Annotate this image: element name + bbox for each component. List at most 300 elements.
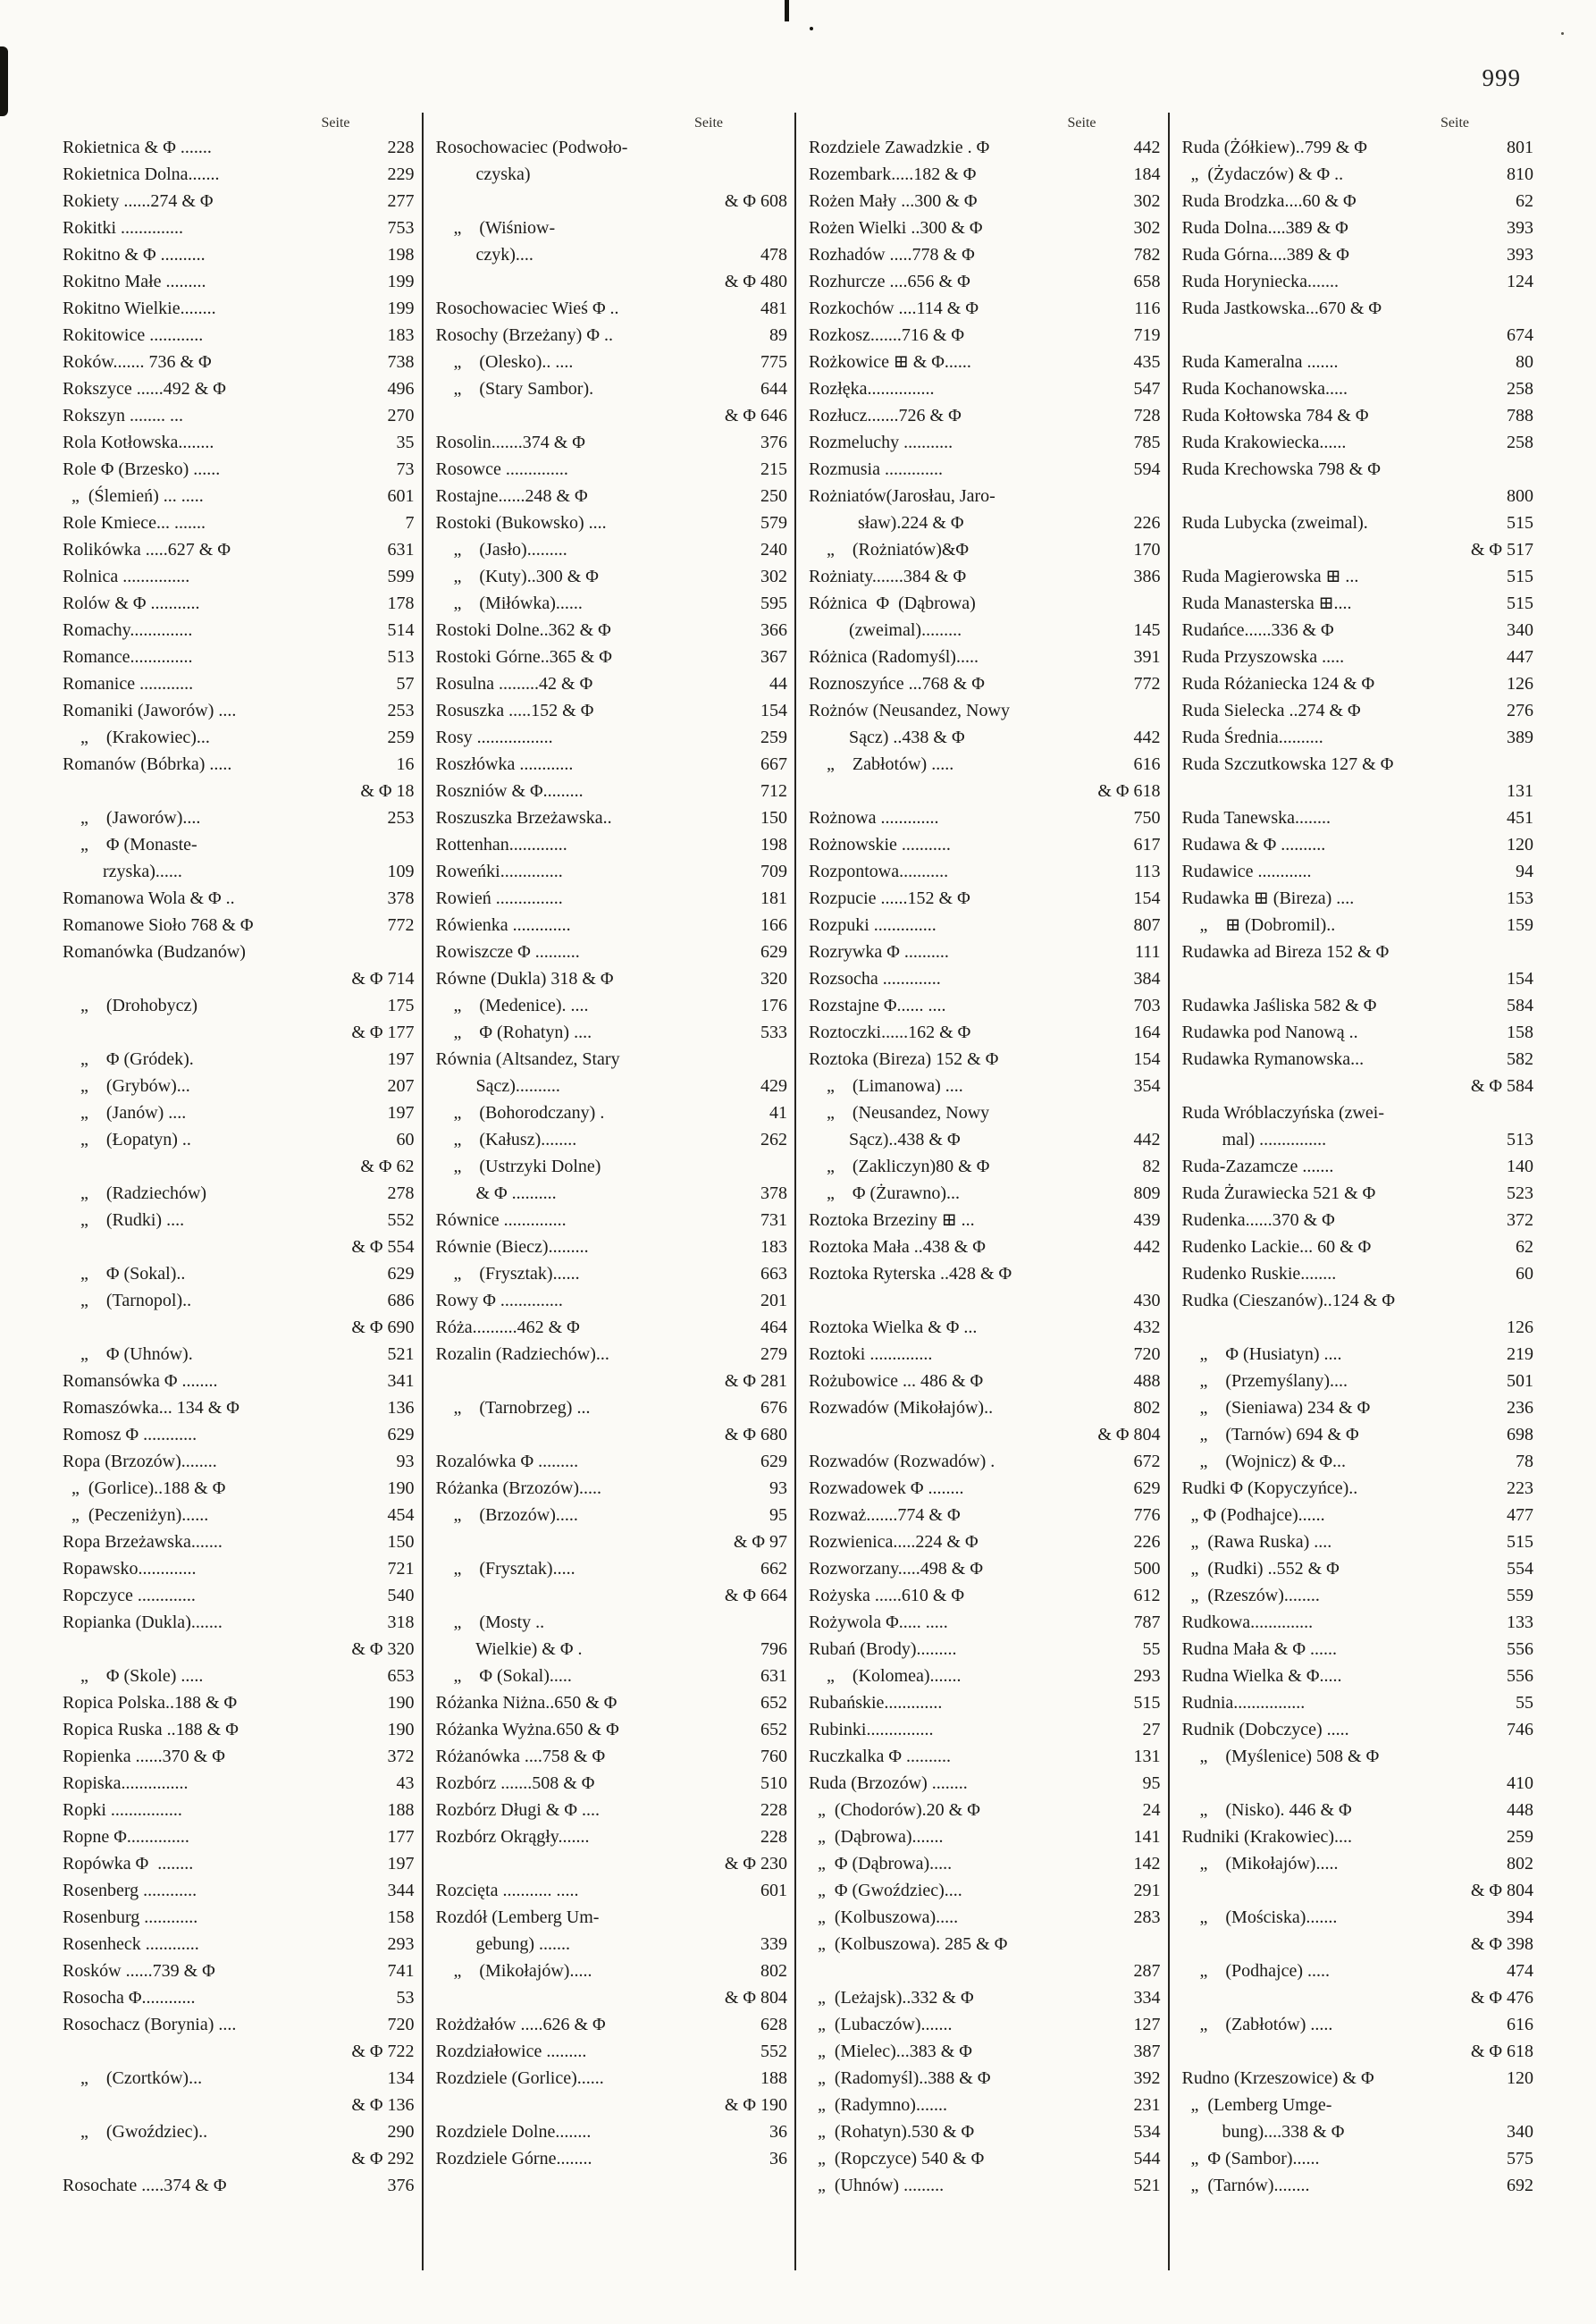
index-entry xyxy=(809,1153,1161,1180)
entry-page: 198 xyxy=(387,245,415,265)
index-entry xyxy=(63,188,415,215)
entry-page: 391 xyxy=(1133,647,1161,667)
entry-name: Rudenko Ruskie........ xyxy=(1181,1264,1337,1284)
entry-page: 228 xyxy=(760,1800,787,1820)
entry-name: „ (Limanowa) .... xyxy=(809,1076,963,1096)
entry-name: Ruda (Brzozów) ........ xyxy=(809,1773,968,1793)
index-entry xyxy=(436,885,788,912)
entry-name: Ropianka (Dukla)....... xyxy=(63,1612,223,1632)
index-entry xyxy=(1182,215,1534,241)
entry-name: Rozstajne Φ...... .... xyxy=(809,996,946,1015)
index-entry xyxy=(436,1609,788,1636)
entry-page: 236 xyxy=(1507,1398,1533,1418)
index-columns xyxy=(63,113,1541,2270)
entry-name: „ (Łopatyn) .. xyxy=(63,1130,191,1149)
entry-page: 113 xyxy=(1134,862,1161,881)
entry-name: „ (Przemyślany).... xyxy=(1181,1371,1348,1391)
entry-page: 134 xyxy=(387,2068,415,2088)
entry-name: „ (Wiśniow- xyxy=(435,218,556,238)
entry-page: 760 xyxy=(760,1747,787,1766)
entry-name: Rosowce .............. xyxy=(435,459,568,479)
entry-page: 201 xyxy=(760,1291,787,1310)
entry-name: & Φ .......... xyxy=(435,1183,557,1203)
entry-page: 802 xyxy=(1507,1854,1533,1874)
entry-page: 750 xyxy=(1133,808,1161,828)
index-entry xyxy=(63,295,415,322)
entry-page: 35 xyxy=(396,433,415,452)
entry-name: Rudnia................ xyxy=(1181,1693,1306,1713)
entry-name: Rosochowaciec (Podwoło- xyxy=(435,138,628,157)
entry-name: Rudkowa.............. xyxy=(1181,1612,1314,1632)
index-entry xyxy=(436,1448,788,1475)
entry-name: Rudawka Jaśliska 582 & Φ xyxy=(1181,996,1377,1015)
index-column-1 xyxy=(63,113,422,2270)
index-entry xyxy=(1182,1958,1534,1984)
entry-name: Ruda Magierowska ⊞ ... xyxy=(1181,567,1359,586)
entry-page: & Φ 722 xyxy=(351,2042,415,2061)
index-entry xyxy=(809,134,1161,161)
entry-name: Roztoki .............. xyxy=(809,1344,933,1364)
index-entry xyxy=(1182,429,1534,456)
entry-name: Roztoczki......162 & Φ xyxy=(809,1023,971,1042)
index-entry xyxy=(1182,939,1534,965)
index-entry xyxy=(436,1743,788,1770)
entry-page: 534 xyxy=(1133,2122,1161,2142)
entry-name: Rozwadów (Rozwadów) . xyxy=(809,1452,995,1471)
index-entry xyxy=(1182,2092,1534,2118)
entry-page: 95 xyxy=(1142,1773,1161,1793)
index-column-2 xyxy=(422,113,795,2270)
index-entry xyxy=(809,1475,1161,1502)
entry-page: 439 xyxy=(1133,1210,1161,1230)
entry-page: 709 xyxy=(760,862,787,881)
entry-name: Rożyska ......610 & Φ xyxy=(809,1586,965,1605)
entry-page: 676 xyxy=(760,1398,787,1418)
entry-name: „ (Uhnów) ......... xyxy=(809,2176,945,2195)
entry-page: 111 xyxy=(1134,942,1161,962)
index-entry xyxy=(436,1260,788,1287)
index-entry xyxy=(809,590,1161,617)
index-entry xyxy=(63,1958,415,1984)
index-entry xyxy=(63,912,415,939)
entry-name: Ruda Tanewska........ xyxy=(1181,808,1331,828)
entry-page: & Φ 714 xyxy=(351,969,415,989)
index-entry xyxy=(63,2092,415,2118)
entry-name: Sącz)..438 & Φ xyxy=(809,1130,961,1149)
index-entry xyxy=(436,161,788,188)
entry-page: 258 xyxy=(1507,379,1533,399)
entry-name: „ (Myślenice) 508 & Φ xyxy=(1181,1747,1380,1766)
entry-page: 515 xyxy=(1507,513,1533,533)
entry-page: & Φ 97 xyxy=(733,1532,787,1552)
entry-page: 631 xyxy=(760,1666,787,1686)
entry-page: 692 xyxy=(1507,2176,1533,2195)
entry-page: 393 xyxy=(1507,245,1533,265)
entry-page: 372 xyxy=(1507,1210,1533,1230)
entry-name: Ruda Lubycka (zweimal). xyxy=(1181,513,1368,533)
entry-page: 190 xyxy=(387,1693,415,1713)
entry-name: Ruda Średnia.......... xyxy=(1181,728,1323,747)
entry-page: 41 xyxy=(769,1103,787,1123)
index-entry xyxy=(63,697,415,724)
entry-name: Romansówka Φ ........ xyxy=(63,1371,218,1391)
index-entry xyxy=(63,751,415,778)
entry-name: Sącz) ..438 & Φ xyxy=(809,728,965,747)
entry-name: Roztoka Ryterska ..428 & Φ xyxy=(809,1264,1012,1284)
index-entry xyxy=(1182,1609,1534,1636)
entry-name: Rozważ.......774 & Φ xyxy=(809,1505,961,1525)
index-column-3 xyxy=(794,113,1168,2270)
entry-page: 142 xyxy=(1133,1854,1161,1874)
entry-name: Rozembark.....182 & Φ xyxy=(809,164,977,184)
entry-page: 89 xyxy=(769,325,787,345)
entry-name: „ (Miłówka)...... xyxy=(435,594,583,613)
entry-page: 258 xyxy=(1507,433,1533,452)
index-entry xyxy=(809,1368,1161,1394)
entry-page: 451 xyxy=(1507,808,1533,828)
entry-name: Rozwadów (Mikołajów).. xyxy=(809,1398,994,1418)
entry-page: 394 xyxy=(1507,1907,1533,1927)
entry-page: 253 xyxy=(387,701,415,720)
index-entry xyxy=(436,939,788,965)
entry-page: 197 xyxy=(387,1049,415,1069)
entry-name: Ruda Różaniecka 124 & Φ xyxy=(1181,674,1375,694)
entry-page: 95 xyxy=(769,1505,787,1525)
index-entry xyxy=(436,2145,788,2172)
index-entry xyxy=(1182,1475,1534,1502)
index-entry xyxy=(436,778,788,804)
index-entry xyxy=(809,751,1161,778)
entry-name: Ruda Górna....389 & Φ xyxy=(1181,245,1349,265)
index-entry xyxy=(436,322,788,349)
entry-name: Ruda Wróblaczyńska (zwei- xyxy=(1181,1103,1385,1123)
index-entry xyxy=(809,697,1161,724)
entry-name: Sącz).......... xyxy=(435,1076,560,1096)
entry-name: „ (Lubaczów)....... xyxy=(809,2015,953,2034)
entry-name: „ (Rzeszów)........ xyxy=(1181,1586,1320,1605)
entry-page: & Φ 398 xyxy=(1470,1934,1533,1954)
entry-name: „ (Ustrzyki Dolne) xyxy=(435,1157,601,1176)
index-entry xyxy=(809,1287,1161,1314)
entry-page: 126 xyxy=(1507,1318,1533,1337)
entry-page: 175 xyxy=(387,996,415,1015)
index-entry xyxy=(1182,483,1534,509)
entry-page: 199 xyxy=(387,299,415,318)
entry-name: Rudna Wielka & Φ..... xyxy=(1181,1666,1342,1686)
entry-name: „ (Nisko). 446 & Φ xyxy=(1181,1800,1352,1820)
entry-name: „ (Rudki) ..552 & Φ xyxy=(1181,1559,1340,1579)
index-entry xyxy=(1182,295,1534,322)
index-entry xyxy=(436,563,788,590)
entry-name: Rokitki .............. xyxy=(63,218,184,238)
index-entry xyxy=(63,1475,415,1502)
index-entry xyxy=(436,1099,788,1126)
entry-name: Romanowe Sioło 768 & Φ xyxy=(63,915,254,935)
entry-page: 293 xyxy=(1133,1666,1161,1686)
entry-name: sław).224 & Φ xyxy=(809,513,964,533)
index-entry xyxy=(63,1421,415,1448)
entry-name: Romaniki (Jaworów) .... xyxy=(63,701,237,720)
entry-page: 291 xyxy=(1133,1881,1161,1900)
entry-page: 629 xyxy=(1133,1478,1161,1498)
entry-page: 514 xyxy=(387,620,415,640)
index-entry xyxy=(63,2118,415,2145)
index-entry xyxy=(1182,1019,1534,1046)
index-entry xyxy=(1182,1368,1534,1394)
index-entry xyxy=(809,1689,1161,1716)
entry-name: Roztoka Brzeziny ⊞ ... xyxy=(809,1210,975,1230)
index-entry xyxy=(63,1207,415,1234)
entry-page: 582 xyxy=(1507,1049,1533,1069)
entry-page: 53 xyxy=(396,1988,415,2008)
entry-name: Ropa Brzeżawska....... xyxy=(63,1532,223,1552)
entry-name: Rozdół (Lemberg Um- xyxy=(435,1907,600,1927)
index-entry xyxy=(436,1421,788,1448)
index-entry xyxy=(436,456,788,483)
index-entry xyxy=(809,1850,1161,1877)
entry-page: 153 xyxy=(1507,888,1533,908)
index-entry xyxy=(436,2011,788,2038)
entry-name: „ (Mikołajów)..... xyxy=(435,1961,592,1981)
index-entry xyxy=(809,1984,1161,2011)
entry-page: 136 xyxy=(387,1398,415,1418)
entry-name: Romaszówka... 134 & Φ xyxy=(63,1398,239,1418)
index-entry xyxy=(436,349,788,375)
entry-page: 60 xyxy=(1516,1264,1533,1284)
entry-name: Rokietnica & Φ ....... xyxy=(63,138,212,157)
entry-name: „ Φ (Sokal).. xyxy=(63,1264,186,1284)
entry-page: 477 xyxy=(1507,1505,1533,1525)
index-entry xyxy=(809,831,1161,858)
entry-page: 62 xyxy=(1516,191,1533,211)
entry-page: 376 xyxy=(760,433,787,452)
scan-artifact xyxy=(0,46,8,116)
index-entry xyxy=(809,1877,1161,1904)
entry-page: 354 xyxy=(1133,1076,1161,1096)
entry-page: 131 xyxy=(1507,781,1533,801)
entry-name: Rozpucie ......152 & Φ xyxy=(809,888,970,908)
index-entry xyxy=(1182,188,1534,215)
entry-name: „ (Kolomea)....... xyxy=(809,1666,962,1686)
index-entry xyxy=(1182,858,1534,885)
entry-page: 776 xyxy=(1133,1505,1161,1525)
index-entry xyxy=(436,1850,788,1877)
entry-page: & Φ 680 xyxy=(724,1425,787,1444)
index-entry xyxy=(809,483,1161,509)
entry-name: „ (Gwoździec).. xyxy=(63,2122,208,2142)
index-entry xyxy=(63,2011,415,2038)
scan-artifact xyxy=(810,27,813,30)
entry-page: 62 xyxy=(1516,1237,1533,1257)
entry-page: 513 xyxy=(1507,1130,1533,1149)
entry-page: 658 xyxy=(1133,272,1161,291)
index-entry xyxy=(1182,2038,1534,2065)
index-entry xyxy=(1182,590,1534,617)
index-column-4 xyxy=(1168,113,1541,2270)
index-entry xyxy=(436,697,788,724)
entry-name: czyska) xyxy=(435,164,531,184)
index-entry xyxy=(63,1555,415,1582)
index-entry xyxy=(63,1609,415,1636)
entry-page: 133 xyxy=(1507,1612,1533,1632)
entry-page: 801 xyxy=(1507,138,1533,157)
entry-page: 594 xyxy=(1133,459,1161,479)
entry-name: „ (Medenice). .... xyxy=(435,996,589,1015)
entry-name: Ropiska............... xyxy=(63,1773,189,1793)
index-entry xyxy=(1182,1797,1534,1823)
index-entry xyxy=(63,1716,415,1743)
index-entry xyxy=(436,1046,788,1073)
entry-page: 190 xyxy=(387,1720,415,1739)
index-entry xyxy=(809,2092,1161,2118)
index-entry xyxy=(1182,1716,1534,1743)
entry-name: Rożnowa ............. xyxy=(809,808,939,828)
entry-name: Ruda Krechowska 798 & Φ xyxy=(1181,459,1381,479)
entry-page: 631 xyxy=(387,540,415,560)
index-entry xyxy=(809,1019,1161,1046)
entry-page: 802 xyxy=(1133,1398,1161,1418)
entry-name: Rokitno Małe ......... xyxy=(63,272,206,291)
entry-page: 496 xyxy=(387,379,415,399)
index-entry xyxy=(63,1984,415,2011)
index-entry xyxy=(809,241,1161,268)
index-entry xyxy=(1182,1046,1534,1073)
index-entry xyxy=(436,1582,788,1609)
entry-page: 219 xyxy=(1507,1344,1533,1364)
index-entry xyxy=(436,1368,788,1394)
entry-page: & Φ 281 xyxy=(724,1371,787,1391)
entry-name: Rudka (Cieszanów)..124 & Φ xyxy=(1181,1291,1395,1310)
index-entry xyxy=(436,831,788,858)
entry-name: Ruda Przyszowska ..... xyxy=(1181,647,1345,667)
entry-name: Rottenhan............. xyxy=(435,835,567,855)
entry-name: „ (Kuty)..300 & Φ xyxy=(435,567,599,586)
index-entry xyxy=(436,134,788,161)
entry-name: Rozkosz.......716 & Φ xyxy=(809,325,965,345)
entry-page: 410 xyxy=(1507,1773,1533,1793)
entry-page: 386 xyxy=(1133,567,1161,586)
index-entry xyxy=(436,375,788,402)
entry-page: 481 xyxy=(760,299,787,318)
index-entry xyxy=(809,1716,1161,1743)
index-entry xyxy=(1182,1663,1534,1689)
entry-name: Rosochowaciec Wieś Φ .. xyxy=(435,299,619,318)
entry-page: 392 xyxy=(1133,2068,1161,2088)
index-entry xyxy=(809,1502,1161,1528)
index-entry xyxy=(1182,912,1534,939)
entry-name: Ruda Horyniecka....... xyxy=(1181,272,1340,291)
index-entry xyxy=(1182,322,1534,349)
entry-name: Ropa (Brzozów)........ xyxy=(63,1452,217,1471)
entry-name: „ (Brzozów)..... xyxy=(435,1505,578,1525)
entry-name: Rozalówka Φ ......... xyxy=(435,1452,579,1471)
entry-name: „ (Leżajsk)..332 & Φ xyxy=(809,1988,974,2008)
entry-name: Ruda Brodzka....60 & Φ xyxy=(1181,191,1357,211)
entry-name: Roztoka Wielka & Φ ... xyxy=(809,1318,978,1337)
entry-name: Różanówka ....758 & Φ xyxy=(435,1747,606,1766)
index-entry xyxy=(436,1797,788,1823)
index-entry xyxy=(809,429,1161,456)
entry-page: 302 xyxy=(760,567,787,586)
entry-name: Wielkie) & Φ . xyxy=(435,1639,583,1659)
entry-page: 554 xyxy=(1507,1559,1533,1579)
entry-name: „ (Radomyśl)..388 & Φ xyxy=(809,2068,991,2088)
entry-page: 378 xyxy=(387,888,415,908)
entry-page: 720 xyxy=(387,2015,415,2034)
entry-name: Rozdziele Górne........ xyxy=(435,2149,592,2168)
entry-name: Rozłucz.......726 & Φ xyxy=(809,406,962,425)
entry-name: Rowień ............... xyxy=(435,888,563,908)
entry-page: 197 xyxy=(387,1103,415,1123)
entry-page: 488 xyxy=(1133,1371,1161,1391)
entry-page: 141 xyxy=(1133,1827,1161,1847)
index-entry xyxy=(63,1582,415,1609)
entry-page: & Φ 292 xyxy=(351,2149,415,2168)
index-entry xyxy=(1182,644,1534,670)
entry-name: Rudawka ⊞ (Bireza) .... xyxy=(1181,888,1355,908)
index-entry xyxy=(436,1877,788,1904)
entry-page: 796 xyxy=(760,1639,787,1659)
entry-page: 556 xyxy=(1507,1639,1533,1659)
index-entry xyxy=(809,1609,1161,1636)
entry-page: 474 xyxy=(1507,1961,1533,1981)
index-entry xyxy=(809,188,1161,215)
entry-page: 131 xyxy=(1133,1747,1161,1766)
entry-name: „ (Rożniatów)&Φ xyxy=(809,540,970,560)
index-entry xyxy=(63,1689,415,1716)
index-entry xyxy=(1182,2065,1534,2092)
entry-page: 448 xyxy=(1507,1800,1533,1820)
entry-page: 772 xyxy=(387,915,415,935)
index-entry xyxy=(1182,1528,1534,1555)
index-entry xyxy=(63,858,415,885)
index-entry xyxy=(1182,1877,1534,1904)
entry-name: Rozcięta ........... ..... xyxy=(435,1881,579,1900)
index-entry xyxy=(809,670,1161,697)
entry-page: 738 xyxy=(387,352,415,372)
entry-page: 188 xyxy=(760,2068,787,2088)
index-entry xyxy=(436,1341,788,1368)
entry-name: Równice .............. xyxy=(435,1210,567,1230)
index-entry xyxy=(63,1931,415,1958)
entry-name: „ (Radziechów) xyxy=(63,1183,207,1203)
entry-page: 521 xyxy=(1133,2176,1161,2195)
entry-name: „ (Tarnopol).. xyxy=(63,1291,192,1310)
entry-name: „ (Rohatyn).530 & Φ xyxy=(809,2122,975,2142)
index-entry xyxy=(1182,1502,1534,1528)
entry-name: Rolnica ............... xyxy=(63,567,190,586)
index-entry xyxy=(63,1904,415,1931)
index-entry xyxy=(809,563,1161,590)
index-entry xyxy=(809,992,1161,1019)
entry-page: 393 xyxy=(1507,218,1533,238)
index-entry xyxy=(436,1984,788,2011)
index-entry xyxy=(63,1368,415,1394)
index-entry xyxy=(436,1555,788,1582)
entry-name: gebung) ....... xyxy=(435,1934,571,1954)
entry-page: 810 xyxy=(1507,164,1533,184)
index-entry xyxy=(1182,1582,1534,1609)
index-entry xyxy=(436,1716,788,1743)
entry-page: 60 xyxy=(396,1130,415,1149)
entry-name: Rokitowice ............ xyxy=(63,325,204,345)
index-entry xyxy=(63,670,415,697)
entry-name: Rudna Mała & Φ ...... xyxy=(1181,1639,1337,1659)
entry-page: 389 xyxy=(1507,728,1533,747)
entry-page: 127 xyxy=(1133,2015,1161,2034)
index-entry xyxy=(63,215,415,241)
entry-page: 644 xyxy=(760,379,787,399)
